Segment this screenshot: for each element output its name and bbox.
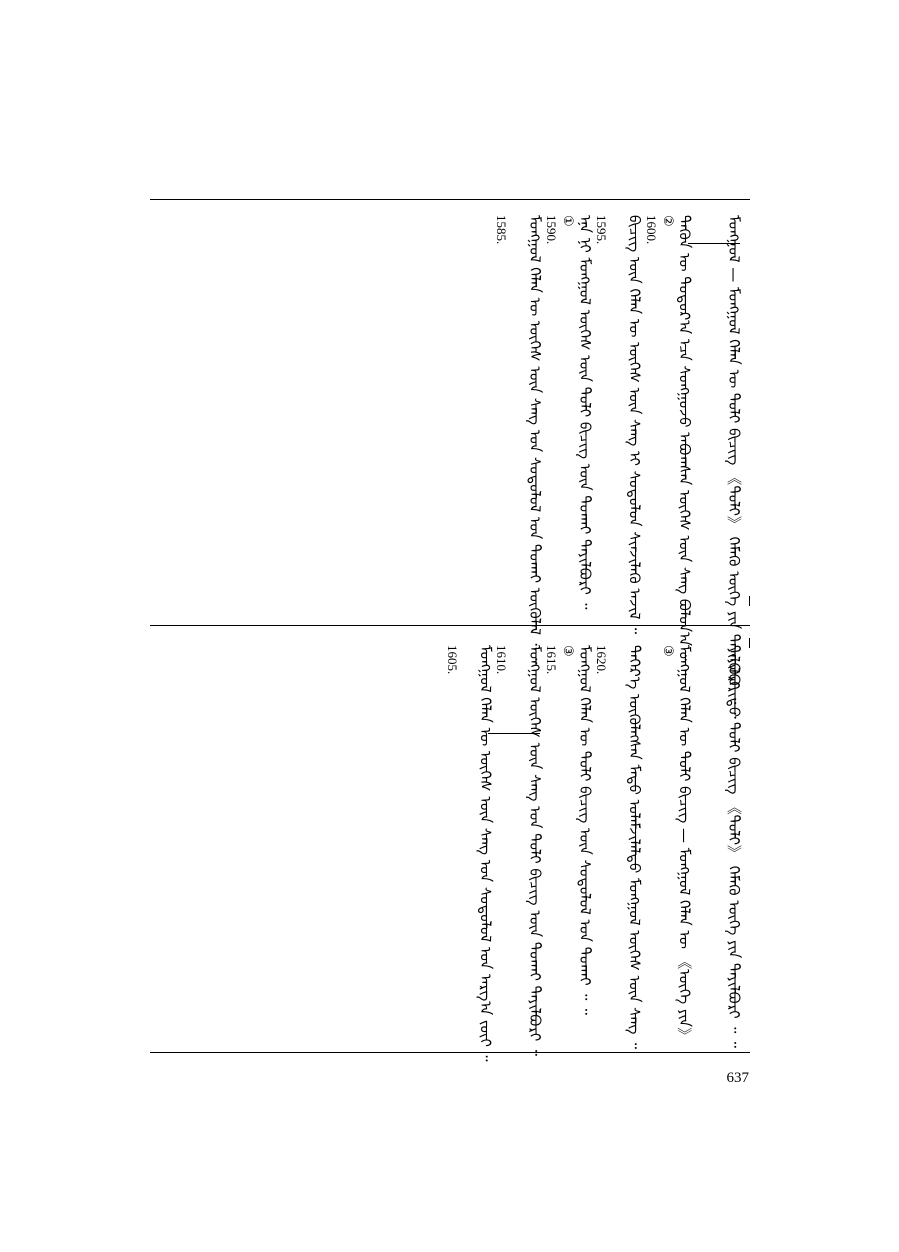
- entry-number-slot: [695, 215, 709, 261]
- entry-number: 1590.: [544, 215, 559, 245]
- text-column: [695, 215, 741, 719]
- footnote-marker-slot: [610, 645, 626, 685]
- footnote-marker-slot: [461, 645, 477, 685]
- entry-number: 1610.: [494, 645, 510, 675]
- mongolian-text-line: ᠮᠣᠩᠭᠣᠯ ᠬᠡᠯᠡᠨ ᠦ ᠲᠣᠯᠢ ᠪᠢᠴᠢᠭ — ᠮᠣᠩᠭᠣᠯ ᠬᠡᠯᠡᠨ ᠦ 《ᠦᠭᠡ ᠶᠢᠨ》: [675, 645, 694, 1043]
- mongolian-text-line: ᠮᠣᠩᠭᠣᠯ ᠬᠡᠯᠡᠨ ᠦ ᠦᠭᠡᠰ ᠦᠨ ᠰᠠᠩ ᠤᠨ ᠰᠤᠳᠤᠯᠤᠯ ᠤᠨ ᠲᠤᠬᠠᠢ ᠦᠭᠦᠯᠡᠯ ᠃ ᠃: [526, 215, 544, 665]
- text-column: [444, 645, 495, 1062]
- footnote-marker-slot: [610, 215, 626, 255]
- entry-number: 1600.: [643, 215, 659, 245]
- text-column: [643, 215, 694, 676]
- text-column: [546, 215, 592, 609]
- footnote-marker-slot: [709, 645, 725, 685]
- entry-number-slot: [546, 645, 560, 691]
- text-block-bottom: [155, 645, 745, 1062]
- text-column: [496, 215, 542, 664]
- mongolian-text-line: ᠮᠣᠩᠭᠣᠯ — ᠮᠣᠩᠭᠣᠯ ᠬᠡᠯᠡᠨ ᠦ ᠲᠣᠯᠢ ᠪᠢᠴᠢᠭ 《ᠲᠣᠯᠢ》 ᠬᠡᠮᠡᠬᠦ ᠦᠭᠡ ᠶᠢᠨ ᠲᠠᠶᠢᠯᠪᠤᠷᠢ ᠃ ᠃: [725, 215, 743, 719]
- mongolian-text-line: ᠮᠣᠩᠭᠣᠯ ᠦᠭᠡᠰ ᠦᠨ ᠰᠠᠩ ᠤᠨ ᠲᠣᠯᠢ ᠪᠢᠴᠢᠭ ᠦᠨ ᠲᠤᠬᠠᠢ ᠲᠠᠶᠢᠯᠪᠤᠷᠢ ᠃: [526, 645, 544, 1056]
- tick-mark-lower: [749, 638, 750, 648]
- mongolian-text-line: ᠮᠣᠩᠭᠣᠯ ᠬᠡᠯᠡᠨ ᠦ ᠲᠣᠯᠢ ᠪᠢᠴᠢᠭ ᠦᠨ ᠰᠤᠳᠤᠯᠤᠯ ᠤᠨ ᠲᠤᠬᠠᠢ ᠃ ᠃: [575, 645, 594, 1015]
- footnote-marker-slot: [510, 215, 526, 255]
- footnote-marker: ②: [659, 215, 675, 227]
- footnote-marker: ①: [560, 215, 575, 227]
- text-column: [546, 645, 592, 1015]
- mongolian-text-line: ᠲᠡᠭᠦᠨ ᠦ ᠳᠣᠲᠣᠷ᠎ᠠ ᠡᠴᠡ ᠰᠣᠩᠭᠣᠵᠤ ᠠᠪᠤᠭᠰᠠᠨ ᠦᠭᠡᠰ ᠦᠨ ᠰᠠᠩ ᠪᠣᠯᠤᠨ᠎ᠠ ᠃ ᠃: [675, 215, 694, 676]
- entry-number-slot: [444, 645, 461, 691]
- entry-number-slot: [496, 215, 510, 261]
- mongolian-text-line: ᠪᠢᠴᠢᠭ ᠦᠨ ᠬᠡᠯᠡᠨ ᠦ ᠦᠭᠡᠰ ᠦᠨ ᠰᠠᠩ ᠢ ᠰᠤᠳᠤᠯᠤᠨ ᠰᠢᠨᠵᠢᠯᠡᠬᠦ ᠠᠵᠢᠯ ᠃: [625, 215, 644, 634]
- text-column: [593, 215, 644, 634]
- page-number: 637: [726, 1070, 749, 1086]
- entry-number-slot: [593, 215, 610, 261]
- text-column: [646, 645, 692, 1043]
- entry-number-slot: [695, 645, 709, 691]
- entry-number: 1585.: [494, 215, 510, 245]
- text-column: [695, 645, 741, 1048]
- mongolian-text-line: ᠡᠨᠡ ᠨᠢ ᠮᠣᠩᠭᠣᠯ ᠦᠭᠡᠰ ᠦᠨ ᠲᠣᠯᠢ ᠪᠢᠴᠢᠭ ᠦᠨ ᠲᠤᠬᠠᠢ ᠲᠠᠶᠢᠯᠪᠤᠷᠢ ᠃: [575, 215, 594, 610]
- footnote-marker-slot: [560, 215, 576, 255]
- mongolian-text-line: ᠳᠡᠭᠡᠷ᠎ᠡ ᠦᠭᠦᠯᠡᠭᠰᠡᠨ ᠮᠡᠲᠦ ᠤᠯᠠᠮᠵᠢᠯᠠᠯᠲᠤ ᠮᠣᠩᠭᠣᠯ ᠦᠭᠡᠰ ᠦᠨ ᠰᠠᠩ ᠃: [625, 645, 644, 1049]
- mongolian-text-line: ᠲᠠᠶᠢᠯᠪᠤᠷᠢᠲᠤ ᠲᠣᠯᠢ ᠪᠢᠴᠢᠭ 《ᠲᠣᠯᠢ》 ᠬᠡᠮᠡᠬᠦ ᠦᠭᠡ ᠶᠢᠨ ᠲᠠᠶᠢᠯᠪᠤᠷᠢ ᠃ ᠃: [725, 645, 743, 1048]
- footnote-marker: ③: [659, 645, 675, 657]
- entry-number-slot: [646, 645, 660, 691]
- entry-number: 1615.: [544, 645, 559, 675]
- footnote-marker-slot: [709, 215, 725, 255]
- entry-number: 1595.: [593, 215, 609, 245]
- footnote-marker-slot: [510, 645, 526, 685]
- rule-top: [150, 199, 750, 200]
- entry-number: 1605.: [444, 645, 460, 675]
- mongolian-text-line: ᠮᠣᠩᠭᠣᠯ ᠬᠡᠯᠡᠨ ᠦ ᠦᠭᠡᠰ ᠦᠨ ᠰᠠᠩ ᠤᠨ ᠰᠤᠳᠤᠯᠤᠯ ᠤᠨ ᠠᠷᠭ᠎ᠠ ᠵᠦᠢ ᠃: [476, 645, 495, 1062]
- entry-number-slot: [593, 645, 610, 691]
- footnote-marker-slot: [660, 645, 676, 685]
- footnote-marker: ③: [560, 645, 575, 657]
- text-column: [593, 645, 644, 1049]
- entry-number: 1620.: [593, 645, 609, 675]
- entry-number-slot: [496, 645, 510, 691]
- entry-number-slot: [643, 215, 660, 261]
- entry-number-slot: [546, 215, 560, 261]
- footnote-marker-slot: [660, 215, 676, 255]
- text-column: [496, 645, 542, 1056]
- tick-mark-upper: [749, 596, 750, 606]
- footnote-marker-slot: [560, 645, 576, 685]
